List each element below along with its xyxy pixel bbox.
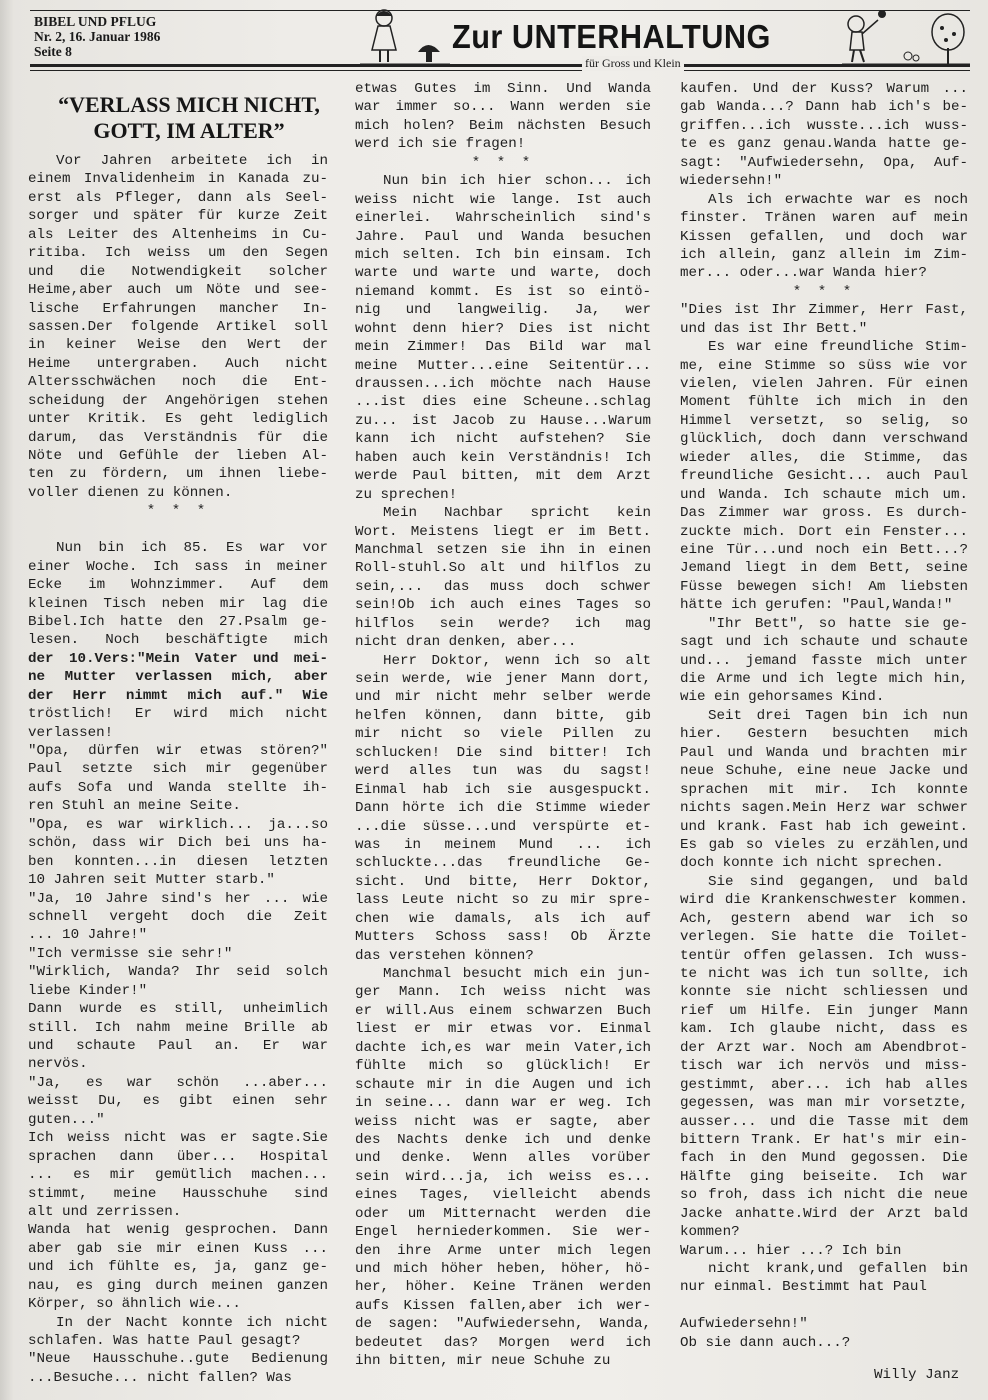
text-line: sassen.Der folgende Artikel soll — [28, 318, 328, 335]
text-line: der 10.Vers:"Mein Vater und mei- — [28, 650, 328, 667]
text-line: guten..." — [28, 1111, 105, 1128]
text-line: liest er mir etwas vor. Einmal — [355, 1021, 651, 1038]
text-line: und die Notwendigkeit solcher — [28, 263, 328, 280]
text-line: vielen, vielen Jahren. Für einen — [680, 376, 968, 392]
text-line: zuckte mich. Dort ein Fenster... — [680, 523, 968, 540]
text-line: Jacke anhatte.Wird der Arzt bald — [680, 1205, 968, 1222]
text-line: nig und langweilig. Ja, wer — [355, 302, 651, 319]
text-line: einerlei. Wahrscheinlich sind's — [355, 210, 651, 227]
text-line: wieder alles, die Stimme, das — [680, 449, 968, 466]
text-line: me, eine Stimme so süss wie vor — [680, 357, 968, 374]
section-title: Zur UNTERHALTUNG — [452, 18, 771, 55]
text-line: zu sprechen! — [355, 486, 458, 503]
text-line: draussen...ich möchte nach Hause — [355, 376, 651, 392]
text-line: nur einmal. Bestimmt hat Paul — [680, 1279, 927, 1296]
publication-name: BIBEL UND PFLUG — [34, 14, 157, 29]
text-line: Nun bin ich 85. Es war vor — [56, 540, 328, 557]
text-line: warte und warte und warte, doch — [355, 265, 651, 282]
text-line: eines Tages, vielleicht abends — [355, 1187, 651, 1204]
text-line: sein wird...ja, ich weiss es... — [355, 1168, 651, 1185]
page-edge-shadow — [0, 0, 14, 1400]
text-line: einem Invalidenheim in Kanada zu- — [28, 171, 328, 188]
text-line: ... 10 Jahre!" — [28, 927, 148, 944]
text-line: mir nicht so viele Pillen zu — [355, 726, 651, 743]
text-line: ritiba. Ich weiss um den Segen — [28, 245, 328, 262]
text-line: er will.Aus einem schwarzen Buch — [355, 1002, 651, 1019]
author-signature: Willy Janz — [874, 1367, 960, 1383]
child-illustration — [360, 6, 450, 70]
text-line: kleinen Tisch neben mir lag die — [28, 595, 328, 612]
text-line: Manchmal besucht mich ein jun- — [383, 966, 651, 982]
text-line: Mein Nachbar spricht kein — [383, 505, 651, 522]
text-line: Als ich erwachte war es noch — [708, 191, 968, 208]
text-line: werd alles tun was du sagst! — [355, 763, 651, 780]
text-line: Ich weiss nicht was er sagte.Sie — [28, 1130, 328, 1147]
masthead-bottom-rule — [30, 64, 970, 67]
text-line: Füsse bewegen sich! Am liebsten — [680, 578, 968, 595]
text-line: Es war eine freundliche Stim- — [708, 339, 968, 356]
text-line: sein!Ob ich auch eines Tages so — [355, 597, 651, 614]
text-line: weiss nicht was er sagte, aber — [355, 1113, 651, 1130]
text-line: haben auch kein Verständnis! Ich — [355, 449, 651, 466]
text-line: chen wie damals, als ich auf — [355, 910, 651, 927]
text-line: Dann hörte ich die Stimme wieder — [355, 800, 651, 817]
text-line: her, höher. Keine Tränen werden — [355, 1279, 651, 1296]
text-line: ben konnten...in diesen letzten — [28, 853, 328, 870]
boy-tree-illustration — [842, 8, 970, 68]
text-line: mich holen? Beim nächsten Besuch — [355, 117, 651, 134]
text-line: Paul und Wanda und brachten mir — [680, 744, 968, 761]
text-line: 10 Jahren seit Mutter starb." — [28, 872, 275, 889]
text-line: erst als Pfleger, dann als Seel- — [28, 189, 328, 206]
text-line: te nicht was ich tun sollte, ich — [680, 966, 968, 982]
text-line: "Ja, 10 Jahre sind's her ... wie — [28, 890, 328, 907]
text-line: fach in den Mund gegossen. Die — [680, 1150, 968, 1167]
text-line: nicht dran denken, aber... — [355, 634, 577, 651]
text-line: schaute mir in die Augen und ich — [355, 1076, 651, 1093]
text-line: und mich höher heben, höher, hö- — [355, 1261, 651, 1277]
text-line: der Arzt war. Noch am Abendbrot- — [680, 1039, 968, 1056]
text-line: still. Ich nahm meine Brille ab — [28, 1019, 328, 1036]
text-line: aufs Sofa und Wanda stellte ih- — [28, 779, 328, 796]
text-line: Aufwiedersehn!" — [680, 1316, 808, 1333]
text-line: des Nachts denke ich und denke — [355, 1131, 651, 1148]
text-line: wohnt denn hier? Dies ist nicht — [355, 320, 651, 337]
text-line: unter Kritik. Es geht lediglich — [28, 411, 328, 428]
text-line: Ob sie dann auch...? — [680, 1334, 851, 1351]
text-line: "Opa, dürfen wir etwas stören?" — [28, 743, 328, 759]
article-title — [36, 92, 342, 144]
text-line: verlassen! — [28, 724, 114, 741]
text-line: Himmel versetzt, so selig, so — [680, 412, 968, 429]
text-line: tröstlich! Er wird mich nicht — [28, 706, 328, 723]
text-line: mich selten. Ich bin einsam. Ich — [355, 246, 651, 263]
text-line: Herr Doktor, wenn ich so alt — [383, 652, 651, 669]
text-line: Wort. Meistens liegt er im Bett. — [355, 523, 651, 540]
text-line: ausser... und die Tasse mit dem — [680, 1113, 968, 1130]
text-line: "Ihr Bett", so hatte sie ge- — [708, 615, 968, 632]
text-line: Heime untergraben. Auch nicht — [28, 355, 328, 372]
text-line: ihn bitten, mir neue Schuhe zu — [355, 1353, 611, 1370]
text-line: Vor Jahren arbeitete ich in — [56, 153, 328, 169]
text-line: Sie sind gegangen, und bald — [708, 873, 968, 890]
text-line: sprachen mit mir. Ich konnte — [680, 781, 968, 798]
text-line: de sagen: "Aufwiedersehn, Wanda, — [355, 1316, 651, 1333]
text-line: ...die süsse...und verspürte et- — [355, 818, 651, 835]
text-line: schluckte...das freundliche Ge- — [355, 855, 651, 872]
masthead-top-rule — [30, 10, 970, 11]
text-line: kommen? — [680, 1224, 740, 1241]
text-line: Ach, gestern abend war ich so — [680, 910, 968, 927]
article-title-line2: GOTT, IM ALTER” — [93, 118, 285, 143]
text-line: sein,... das muss doch schwer — [355, 578, 651, 595]
text-line: "Ja, es war schön ...aber... — [28, 1074, 328, 1091]
text-line: bedeutet das? Morgen werd ich — [355, 1334, 651, 1351]
text-line: voller dienen zu können. — [28, 484, 233, 501]
text-line: dachte ich,es war mein Vater,ich — [355, 1039, 651, 1056]
text-line: tisch war ich nervös und miss- — [680, 1058, 968, 1075]
text-line: ... es mir gemütlich machen... — [28, 1167, 328, 1184]
text-line: einer Woche. Ich sass in meiner — [28, 558, 328, 575]
text-line: aufs Kissen fallen,aber ich wer- — [355, 1297, 651, 1314]
section-subtitle: für Gross und Klein — [582, 56, 684, 71]
text-line: und denke. Wenn alles vorüber — [355, 1150, 651, 1167]
text-line: "Wirklich, Wanda? Ihr seid solch — [28, 964, 328, 981]
text-line: ren Stuhl an meine Seite. — [28, 798, 241, 815]
text-line: te es ganz genau.Wanda hatte ge- — [680, 136, 968, 153]
text-line: kann ich nicht aufstehen? Sie — [355, 431, 651, 448]
text-line: niemand kommt. Es ist so eintö- — [355, 283, 651, 300]
text-line: aber gab sie mir einen Kuss ... — [28, 1240, 328, 1257]
text-line: fühlte mich so glücklich! Er — [355, 1058, 651, 1075]
text-line: kam. Ich glaube nicht, dass es — [680, 1021, 968, 1038]
text-line: lesen. Noch beschäftigte mich — [28, 632, 328, 649]
text-line: hilflos sein werde? ich mag — [355, 615, 651, 632]
text-line: * * * — [792, 283, 856, 300]
text-line: tentür offen gelassen. Ich wuss- — [680, 947, 968, 964]
text-line: liebe Kinder!" — [28, 982, 148, 999]
text-line: rief um Hilfe. Ein junger Mann — [680, 1002, 968, 1019]
text-line: doch konnte ich nicht sprechen. — [680, 855, 944, 872]
text-line: Hälfte ging beiseite. Ich war — [680, 1168, 968, 1185]
text-line: Ecke im Wohnzimmer. Auf dem — [28, 577, 328, 594]
text-line: helfen können, dann bitte, gib — [355, 707, 651, 724]
text-line: sorger und später für kurze Zeit — [28, 208, 328, 225]
text-line: ger Mann. Ich weiss nicht was — [355, 984, 651, 1001]
text-line: Körper, so ähnlich wie... — [28, 1296, 241, 1313]
text-line: wie ein gehorsames Kind. — [680, 689, 885, 706]
text-line: sein werde, wie jener Mann dort, — [355, 671, 651, 687]
text-line: ten zu fördern, um ihnen liebe- — [28, 466, 328, 483]
text-line: und ich fühlte es, ja, ganz ge- — [28, 1259, 328, 1276]
text-line: ich allein, ganz allein im Zim- — [680, 246, 968, 263]
text-line: wird die Krankenschwester kommen. — [680, 892, 968, 909]
text-line: Wanda hat wenig gesprochen. Dann — [28, 1222, 328, 1239]
text-line: scheidung der Angehörigen stehen — [28, 392, 328, 409]
text-line: sagt und ich schaute und schaute — [680, 634, 968, 651]
text-line: Dann wurde es still, unheimlich — [28, 1001, 328, 1018]
text-line: "Ich vermisse sie sehr!" — [28, 945, 233, 962]
text-line: nichts sagen.Mein Herz war schwer — [680, 800, 968, 817]
text-line: ...Besuche... nicht fallen? Was — [28, 1369, 292, 1386]
text-line: griffen...ich wusste...ich wuss- — [680, 117, 968, 134]
text-line: schön, dass wir Dich bei uns ha- — [28, 835, 328, 852]
text-line: Das Zimmer war gross. Es durch- — [680, 505, 968, 522]
text-line: werde Paul bitten, mit dem Arzt — [355, 468, 651, 485]
text-line: und schaute Paul an. Er war — [28, 1038, 328, 1054]
text-line: in seine... dann war er weg. Ich — [355, 1095, 651, 1112]
text-line: * * * — [471, 154, 535, 171]
text-line: bittern Trank. Er hat's mir ein- — [680, 1131, 968, 1148]
masthead-meta — [34, 14, 160, 59]
text-line: Heime,aber auch um Nöte und see- — [28, 282, 328, 299]
text-line: die Arme und ich legte mich hin, — [680, 671, 968, 687]
text-line: freundliche Gesicht... auch Paul — [680, 468, 968, 485]
text-line: und Wanda. Ich schaute mich um. — [680, 486, 968, 503]
text-line: der Herr nimmt mich auf." Wie — [28, 687, 328, 704]
text-line: kaufen. Und der Kuss? Warum ... — [680, 81, 968, 97]
text-line: wiedersehn!" — [680, 173, 783, 190]
text-line: und mir nicht mehr selber werde — [355, 689, 651, 706]
text-line: hier. Gestern besuchten mich — [680, 726, 968, 743]
text-line: sagt: "Aufwiedersehn, Opa, Auf- — [680, 154, 968, 171]
page-number: Seite 8 — [34, 44, 72, 59]
text-line: Nöte und Gefühle der lieben Al- — [28, 448, 328, 464]
text-line: Engel herniederkommen. Sie wer- — [355, 1224, 651, 1241]
text-line: das verstehen können? — [355, 947, 534, 964]
text-line: Es gab so vieles zu erzählen,und — [680, 836, 968, 853]
text-column-2 — [355, 80, 651, 1371]
text-line: gegessen, was man mir vorsetzte, — [680, 1095, 968, 1112]
article-title-line1: “VERLASS MICH NICHT, — [58, 92, 320, 117]
text-line: hätte ich gerufen: "Paul,Wanda!" — [680, 597, 953, 614]
text-line: * * * — [146, 503, 210, 520]
text-line: werd ich sie fragen! — [355, 136, 526, 153]
text-line: so froh, dass ich nicht die neue — [680, 1187, 968, 1204]
text-line: den ihre Arme unter mich legen — [355, 1242, 651, 1259]
masthead-bottom-thin-rule — [30, 70, 970, 71]
text-line: Manchmal setzen sie ihn in einen — [355, 541, 651, 558]
text-line: Warum... hier ...? Ich bin — [680, 1242, 902, 1259]
text-column-1 — [28, 152, 328, 1387]
text-line: gestimmt, aber... ich hab alles — [680, 1076, 968, 1093]
text-line: nicht krank,und gefallen bin — [708, 1261, 968, 1277]
text-line: lische Erfahrungen mancher In- — [28, 300, 328, 317]
text-line: verlegen. Sie hatte die Toilet- — [680, 929, 968, 946]
text-line: Nun bin ich hier schon... ich — [383, 173, 651, 190]
text-line: Roll-stuhl.So alt und hilflos zu — [355, 560, 651, 577]
text-line: eine Tür...und noch ein Bett...? — [680, 541, 968, 558]
text-line: weiss nicht wie lange. Ist auch — [355, 191, 651, 208]
text-line: stimmt, meine Hausschuhe sind — [28, 1185, 328, 1202]
text-line: sprachen dann über... Hospital — [28, 1148, 328, 1165]
issue-date: Nr. 2, 16. Januar 1986 — [34, 29, 161, 44]
text-line: darum, das Verständnis für die — [28, 429, 328, 446]
text-line: "Neue Hausschuhe..gute Bedienung — [28, 1351, 328, 1368]
text-line: alt und zerrissen. — [28, 1203, 182, 1220]
text-line: Moment fühlte ich mich in den — [680, 394, 968, 411]
text-column-3 — [680, 80, 968, 1352]
text-line: sicht. Und bitte, Herr Doktor, — [355, 873, 651, 890]
text-line: lass Leute nicht so zu mir spre- — [355, 892, 651, 909]
text-line: nervös. — [28, 1056, 88, 1073]
text-line: mer... oder...war Wanda hier? — [680, 265, 927, 282]
text-line: finster. Tränen waren auf mein — [680, 210, 968, 227]
text-line: konnte sie nicht schliessen und — [680, 984, 968, 1001]
text-line: Kissen gefallen, und doch war — [680, 228, 968, 245]
text-line: glücklich, doch dann verschwand — [680, 431, 968, 448]
text-line: oder um Mitternacht werden die — [355, 1205, 651, 1222]
text-line: war immer so... Wann werden sie — [355, 99, 651, 116]
text-line: nau, es ging durch meinen ganzen — [28, 1277, 328, 1294]
text-line: weisst Du, es gibt einen sehr — [28, 1093, 328, 1110]
text-line: und... jemand fasste mich unter — [680, 652, 968, 669]
text-line: Seit drei Tagen bin ich nun — [708, 707, 968, 724]
text-line: etwas Gutes im Sinn. Und Wanda — [355, 81, 651, 97]
text-line: schnell vergeht doch die Zeit — [28, 908, 328, 925]
text-line: und krank. Fast hab ich geweint. — [680, 818, 968, 835]
text-line: als Leiter des Altenheims in Cu- — [28, 226, 328, 243]
text-line: ne Mutter verlassen mich, aber — [28, 669, 328, 686]
text-line — [28, 521, 328, 539]
text-line: gab Wanda...? Dann hab ich's be- — [680, 99, 968, 116]
text-line: Bibel.Ich hatte den 27.Psalm ge- — [28, 613, 328, 630]
text-line: Jahre. Paul und Wanda besuchen — [355, 228, 651, 245]
text-line: "Dies ist Ihr Zimmer, Herr Fast, — [680, 302, 968, 319]
text-line — [680, 1297, 968, 1315]
text-line: mein Zimmer! Das Bild war mal — [355, 339, 651, 356]
text-line: zu... ist Jacob zu Hause...Warum — [355, 412, 651, 429]
text-line: schlafen. Was hatte Paul gesagt? — [28, 1333, 301, 1349]
text-line: schlucken! Die sind bitter! Ich — [355, 744, 651, 761]
text-line: in keiner Weise den Wert der — [28, 337, 328, 354]
text-line: ...ist dies eine Scheune..schlag — [355, 394, 651, 411]
text-line: Mutters Schoss sass! Ob Ärzte — [355, 929, 651, 946]
text-line: meine Mutter...eine Seitentür... — [355, 357, 651, 374]
text-line: In der Nacht konnte ich nicht — [56, 1314, 328, 1331]
text-line: Paul setzte sich mir gegenüber — [28, 761, 328, 778]
text-line: Altersschwächen noch die Ent- — [28, 374, 328, 391]
text-line: Einmal hab ich sie ausgespuckt. — [355, 781, 651, 798]
text-line: Jemand liegt in dem Bett, seine — [680, 560, 968, 577]
text-line: "Opa, es war wirklich... ja...so — [28, 816, 328, 833]
text-line: was in meinem Mund ... ich — [355, 836, 651, 853]
text-line: und das ist Ihr Bett." — [680, 320, 868, 337]
text-line: neue Schuhe, eine neue Jacke und — [680, 763, 968, 780]
